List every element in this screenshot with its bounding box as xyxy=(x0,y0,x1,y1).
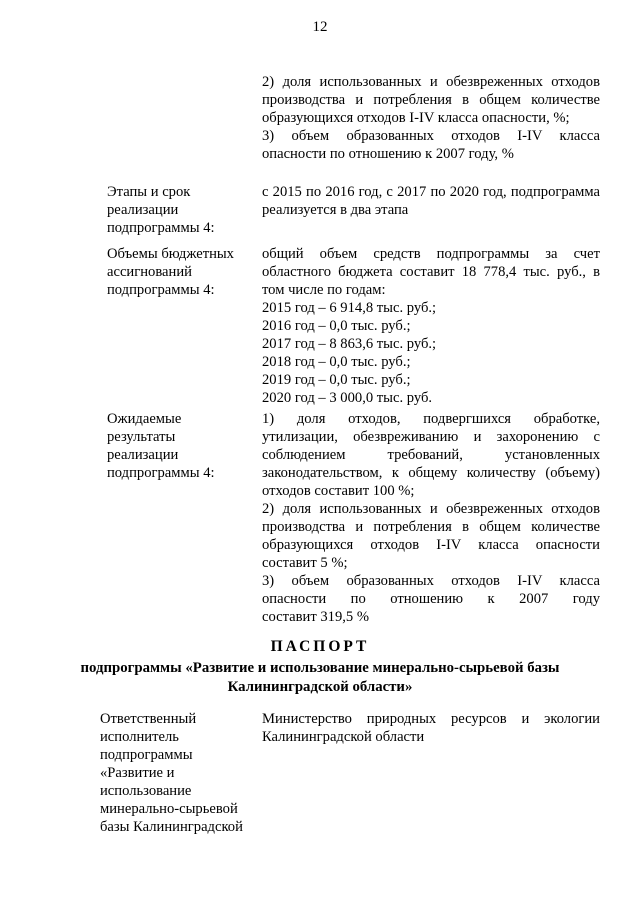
text-line: Министерство природных ресурсов и экологии xyxy=(262,711,600,727)
label-line: подпрограммы 4: xyxy=(107,220,215,236)
label-line: Объемы бюджетных xyxy=(107,246,234,262)
text-line: 3) объем образованных отходов I-IV класса xyxy=(262,573,600,589)
budget-year-line: 2018 год – 0,0 тыс. руб.; xyxy=(262,354,411,370)
label-line: реализации xyxy=(107,202,179,218)
text-line: реализуется в два этапа xyxy=(262,202,409,218)
responsible-value xyxy=(262,710,600,746)
label-line: подпрограммы 4: xyxy=(107,465,215,481)
label-line: «Развитие и xyxy=(100,765,175,781)
text-line: образующихся отходов I-IV класса опасности, %; xyxy=(262,110,570,126)
subtitle-line: Калининградской области» xyxy=(227,679,413,695)
text-line: законодательством, к общему количеству (объему) xyxy=(262,465,600,481)
label-line: подпрограммы xyxy=(100,747,193,763)
text-line: образующихся отходов I-IV класса опасности xyxy=(262,537,600,553)
results-value xyxy=(262,410,600,626)
label-line: минерально-сырьевой xyxy=(100,801,238,817)
label-line: Этапы и срок xyxy=(107,184,191,200)
text-line: составит 319,5 % xyxy=(262,609,370,625)
responsible-label xyxy=(100,710,252,836)
text-line: 3) объем образованных отходов I-IV класса xyxy=(262,128,600,144)
budget-year-line: 2016 год – 0,0 тыс. руб.; xyxy=(262,318,411,334)
text-line: опасности по отношению к 2007 году, % xyxy=(262,146,514,162)
continuation-value xyxy=(262,73,600,163)
text-line: областного бюджета составит 18 778,4 тыс. руб., в xyxy=(262,264,600,280)
label-line: базы Калининградской xyxy=(100,819,243,835)
text-line: производства и потребления в общем количестве xyxy=(262,519,600,535)
text-line: 2) доля использованных и обезвреженных отходов xyxy=(262,501,600,517)
page-number: 12 xyxy=(312,19,328,35)
label-line: реализации xyxy=(107,447,179,463)
text-line: 2) доля использованных и обезвреженных отходов xyxy=(262,74,600,90)
passport-title: ПАСПОРТ xyxy=(270,638,370,655)
text-line: составит 5 %; xyxy=(262,555,348,571)
label-line: использование xyxy=(100,783,192,799)
budget-value xyxy=(262,245,600,407)
budget-year-line: 2020 год – 3 000,0 тыс. руб. xyxy=(262,390,433,406)
text-line: соблюдением требований, установленных xyxy=(262,447,600,463)
label-line: Ответственный xyxy=(100,711,197,727)
text-line: опасности по отношению к 2007 году xyxy=(262,591,600,607)
text-line: том числе по годам: xyxy=(262,282,386,298)
budget-label xyxy=(107,245,252,299)
text-line: с 2015 по 2016 год, с 2017 по 2020 год, подпрограмма xyxy=(262,184,600,200)
budget-year-line: 2015 год – 6 914,8 тыс. руб.; xyxy=(262,300,437,316)
text-line: Калининградской области xyxy=(262,729,425,745)
text-line: общий объем средств подпрограммы за счет xyxy=(262,246,600,262)
text-line: производства и потребления в общем количестве xyxy=(262,92,600,108)
label-line: результаты xyxy=(107,429,176,445)
label-line: исполнитель xyxy=(100,729,179,745)
stages-value xyxy=(262,183,600,219)
text-line: 1) доля отходов, подвергшихся обработке, xyxy=(262,411,600,427)
budget-year-line: 2017 год – 8 863,6 тыс. руб.; xyxy=(262,336,437,352)
results-label xyxy=(107,410,252,482)
text-line: отходов составит 100 %; xyxy=(262,483,415,499)
label-line: подпрограммы 4: xyxy=(107,282,215,298)
subtitle-line: подпрограммы «Развитие и использование минерально-сырьевой базы xyxy=(80,660,560,676)
stages-label xyxy=(107,183,247,237)
text-line: утилизации, обезвреживанию и захоронению с xyxy=(262,429,600,445)
label-line: Ожидаемые xyxy=(107,411,182,427)
budget-year-line: 2019 год – 0,0 тыс. руб.; xyxy=(262,372,411,388)
label-line: ассигнований xyxy=(107,264,192,280)
passport-subtitle xyxy=(0,659,640,697)
